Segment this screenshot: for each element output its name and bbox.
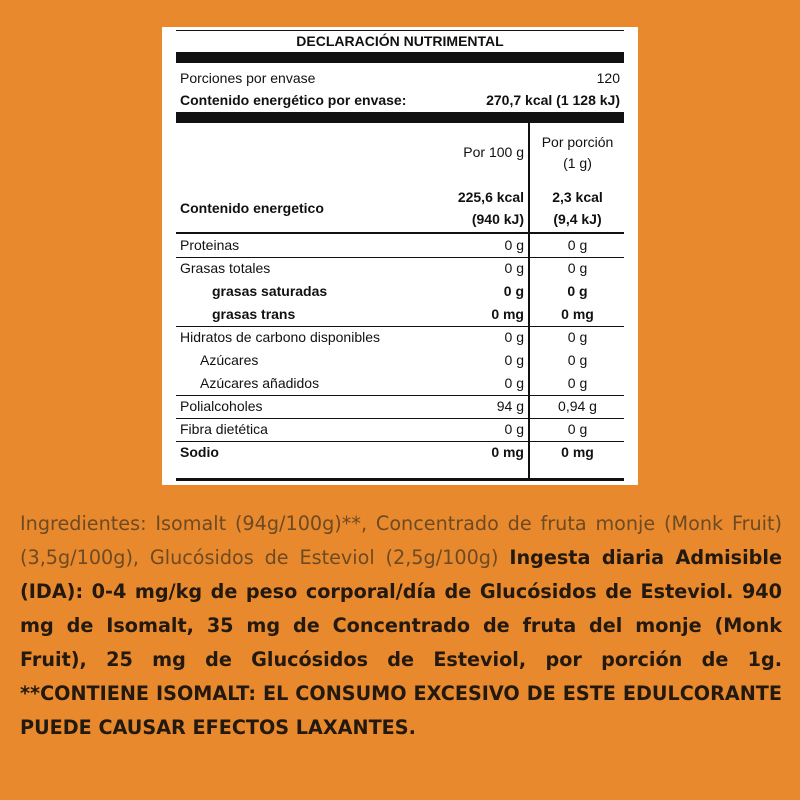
nutrient-row: Azúcares añadidos 0 g 0 g bbox=[200, 375, 588, 391]
ingredients-text bbox=[20, 507, 782, 745]
nutrition-table bbox=[176, 30, 624, 482]
servings-label: Porciones por envase bbox=[180, 70, 316, 86]
nutrient-row: grasas saturadas 0 g 0 g bbox=[212, 283, 588, 299]
nutrient-row: Proteinas 0 g 0 g bbox=[180, 237, 588, 253]
nutrient-row: Polialcoholes 94 g 0,94 g bbox=[180, 398, 597, 414]
col-portion-header: Por porción bbox=[541, 134, 614, 150]
servings-value: 120 bbox=[596, 70, 620, 86]
col-portion-header-unit: (1 g) bbox=[563, 155, 592, 171]
energy-label: Contenido energetico bbox=[180, 200, 324, 216]
energy-container-row bbox=[176, 90, 624, 110]
nutrient-row: grasas trans 0 mg 0 mg bbox=[212, 306, 594, 322]
column-divider bbox=[528, 123, 530, 480]
divider-thick bbox=[176, 112, 624, 123]
servings-row bbox=[176, 68, 624, 88]
divider-bottom bbox=[176, 478, 624, 481]
nutrient-row: Sodio 0 mg 0 mg bbox=[180, 444, 594, 460]
energy-values-line2: (940 kJ) (9,4 kJ) bbox=[471, 211, 602, 227]
label-title: DECLARACIÓN NUTRIMENTAL bbox=[176, 30, 624, 51]
ida-warning: Ingesta diaria Admisible (IDA): 0-4 mg/kg de peso corporal/día de Glucósidos de Esteviol. 940 mg de Isomalt, 35 mg de Concentrado de fruta del monje (Monk Fruit), 25 mg de Glucósidos de Esteviol, por porción de 1g. **CONTIENE ISOMALT: EL CONSUMO EXCESIVO DE ESTE EDULCORANTE PUEDE CAUSAR EFECTOS LAXANTES. bbox=[20, 546, 782, 739]
nutrient-row: Azúcares 0 g 0 g bbox=[200, 352, 588, 368]
nutrient-row: Fibra dietética 0 g 0 g bbox=[180, 421, 588, 437]
nutrition-label bbox=[162, 27, 638, 485]
energy-values-line1: 225,6 kcal 2,3 kcal bbox=[457, 189, 603, 205]
ingredients-list: Ingredientes: Isomalt (94g/100g)**, Concentrado de fruta monje (Monk Fruit) (3,5g/100g), Glucósidos de Esteviol (2,5g/100g) bbox=[20, 512, 782, 569]
nutrient-row: Grasas totales 0 g 0 g bbox=[180, 260, 588, 276]
col-per100-header: Por 100 g bbox=[463, 144, 524, 160]
nutrient-row: Hidratos de carbono disponibles 0 g 0 g bbox=[180, 329, 588, 345]
divider-thick bbox=[176, 52, 624, 63]
energy-container-label: Contenido energético por envase: bbox=[180, 92, 407, 108]
energy-container-value: 270,7 kcal (1 128 kJ) bbox=[486, 92, 620, 108]
